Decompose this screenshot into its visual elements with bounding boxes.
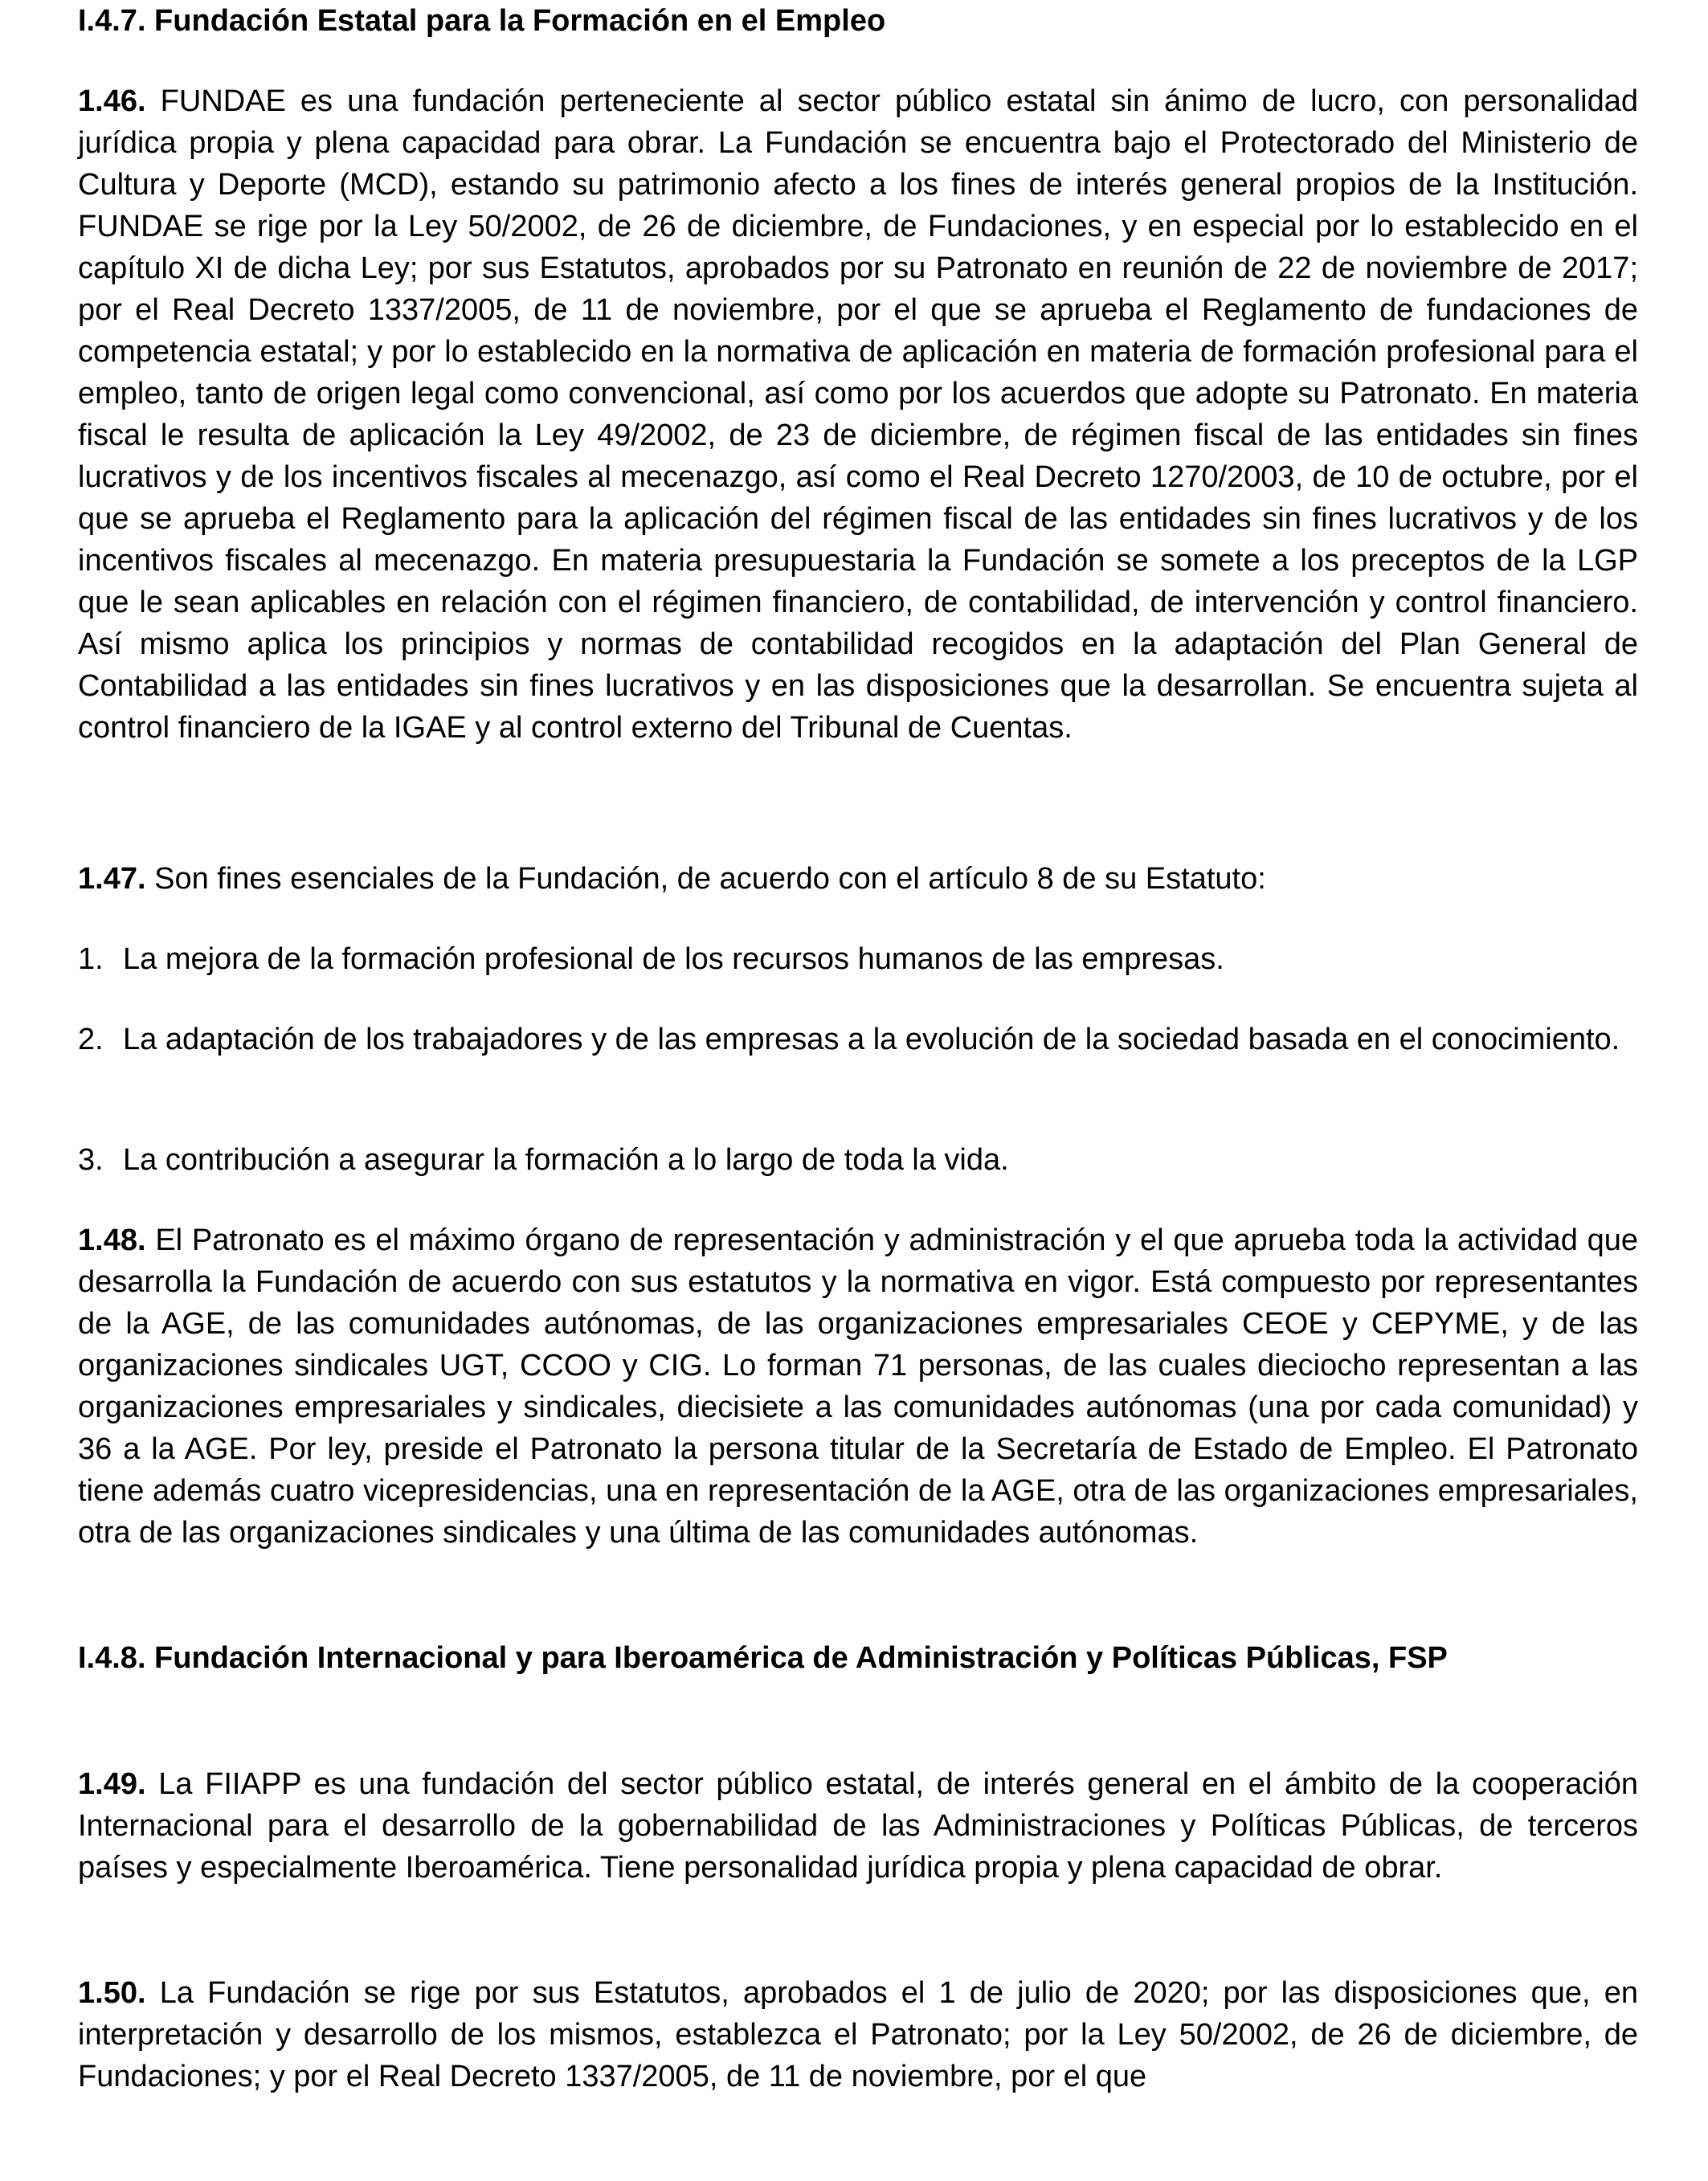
list-item-text: La adaptación de los trabajadores y de las empresas a la evolución de la sociedad basada en el conocimiento. bbox=[123, 1023, 1620, 1056]
paragraph-number: 1.48. bbox=[78, 1223, 146, 1257]
list-item-text: La contribución a asegurar la formación a lo largo de toda la vida. bbox=[123, 1143, 1009, 1177]
list-marker: 3. bbox=[78, 1143, 104, 1177]
paragraph-1-49 bbox=[78, 1763, 1638, 1889]
paragraph-number: 1.46. bbox=[78, 84, 146, 118]
paragraph-text: Son fines esenciales de la Fundación, de acuerdo con el artículo 8 de su Estatuto: bbox=[154, 862, 1266, 896]
paragraph-text: FUNDAE es una fundación perteneciente al sector público estatal sin ánimo de lucro, con personalidad jurídica propia y plena capacidad para obrar. La Fundación se encuentra bajo el Protectorado del Ministerio de Cultura y Deporte (MCD), estando su patrimonio afecto a los fines de interés general propios de la Institución. FUNDAE se rige por la Ley 50/2002, de 26 de diciembre, de Fundaciones, y en especial por lo establecido en el capítulo XI de dicha Ley; por sus Estatutos, aprobados por su Patronato en reunión de 22 de noviembre de 2017; por el Real Decreto 1337/2005, de 11 de noviembre, por el que se aprueba el Reglamento de fundaciones de competencia estatal; y por lo establecido en la normativa de aplicación en materia de formación profesional para el empleo, tanto de origen legal como convencional, así como por los acuerdos que adopte su Patronato. En materia fiscal le resulta de aplicación la Ley 49/2002, de 23 de diciembre, de régimen fiscal de las entidades sin fines lucrativos y de los incentivos fiscales al mecenazgo, así como el Real Decreto 1270/2003, de 10 de octubre, por el que se aprueba el Reglamento para la aplicación del régimen fiscal de las entidades sin fines lucrativos y de los incentivos fiscales al mecenazgo. En materia presupuestaria la Fundación se somete a los preceptos de la LGP que le sean aplicables en relación con el régimen financiero, de contabilidad, de intervención y control financiero. Así mismo aplica los principios y normas de contabilidad recogidos en la adaptación del Plan General de Contabilidad a las entidades sin fines lucrativos y en las disposiciones que la desarrollan. Se encuentra sujeta al control financiero de la IGAE y al control externo del Tribunal de Cuentas. bbox=[78, 84, 1639, 745]
list-marker: 2. bbox=[78, 1023, 104, 1056]
list-item bbox=[78, 938, 1638, 980]
list-item bbox=[78, 1019, 1638, 1060]
paragraph-1-48 bbox=[78, 1219, 1638, 1554]
paragraph-text: El Patronato es el máximo órgano de representación y administración y el que aprueba toda la actividad que desarrolla la Fundación de acuerdo con sus estatutos y la normativa en vigor. Está compuesto por representantes de la AGE, de las comunidades autónomas, de las organizaciones empresariales CEOE y CEPYME, y de las organizaciones sindicales UGT, CCOO y CIG. Lo forman 71 personas, de las cuales dieciocho representan a las organizaciones empresariales y sindicales, diecisiete a las comunidades autónomas (una por cada comunidad) y 36 a la AGE. Por ley, preside el Patronato la persona titular de la Secretaría de Estado de Empleo. El Patronato tiene además cuatro vicepresidencias, una en representación de la AGE, otra de las organizaciones empresariales, otra de las organizaciones sindicales y una última de las comunidades autónomas. bbox=[78, 1223, 1638, 1550]
paragraph-text: La Fundación se rige por sus Estatutos, aprobados el 1 de julio de 2020; por las disposiciones que, en interpretación y desarrollo de los mismos, establezca el Patronato; por la Ley 50/2002, de 26 de diciembre, de Fundaciones; y por el Real Decreto 1337/2005, de 11 de noviembre, por el que bbox=[78, 1976, 1639, 2093]
paragraph-1-50 bbox=[78, 1972, 1638, 2097]
paragraph-number: 1.47. bbox=[78, 862, 146, 896]
paragraph-text: La FIIAPP es una fundación del sector público estatal, de interés general en el ámbito de la cooperación Internacional para el desarrollo de la gobernabilidad de las Administraciones y Políticas Públicas, de terceros países y especialmente Iberoamérica. Tiene personalidad jurídica propia y plena capacidad de obrar. bbox=[78, 1767, 1638, 1885]
paragraph-1-46 bbox=[78, 80, 1638, 749]
list-item-text: La mejora de la formación profesional de los recursos humanos de las empresas. bbox=[123, 942, 1224, 976]
paragraph-number: 1.49. bbox=[78, 1767, 146, 1801]
paragraph-1-47 bbox=[78, 858, 1638, 900]
section-heading-1-4-8: I.4.8. Fundación Internacional y para Iberoamérica de Administración y Políticas Públicas, FSP bbox=[78, 1641, 1448, 1675]
list-item bbox=[78, 1139, 1638, 1181]
section-heading-1-4-7: I.4.7. Fundación Estatal para la Formación en el Empleo bbox=[78, 4, 886, 38]
paragraph-number: 1.50. bbox=[78, 1976, 146, 2010]
list-marker: 1. bbox=[78, 942, 104, 976]
